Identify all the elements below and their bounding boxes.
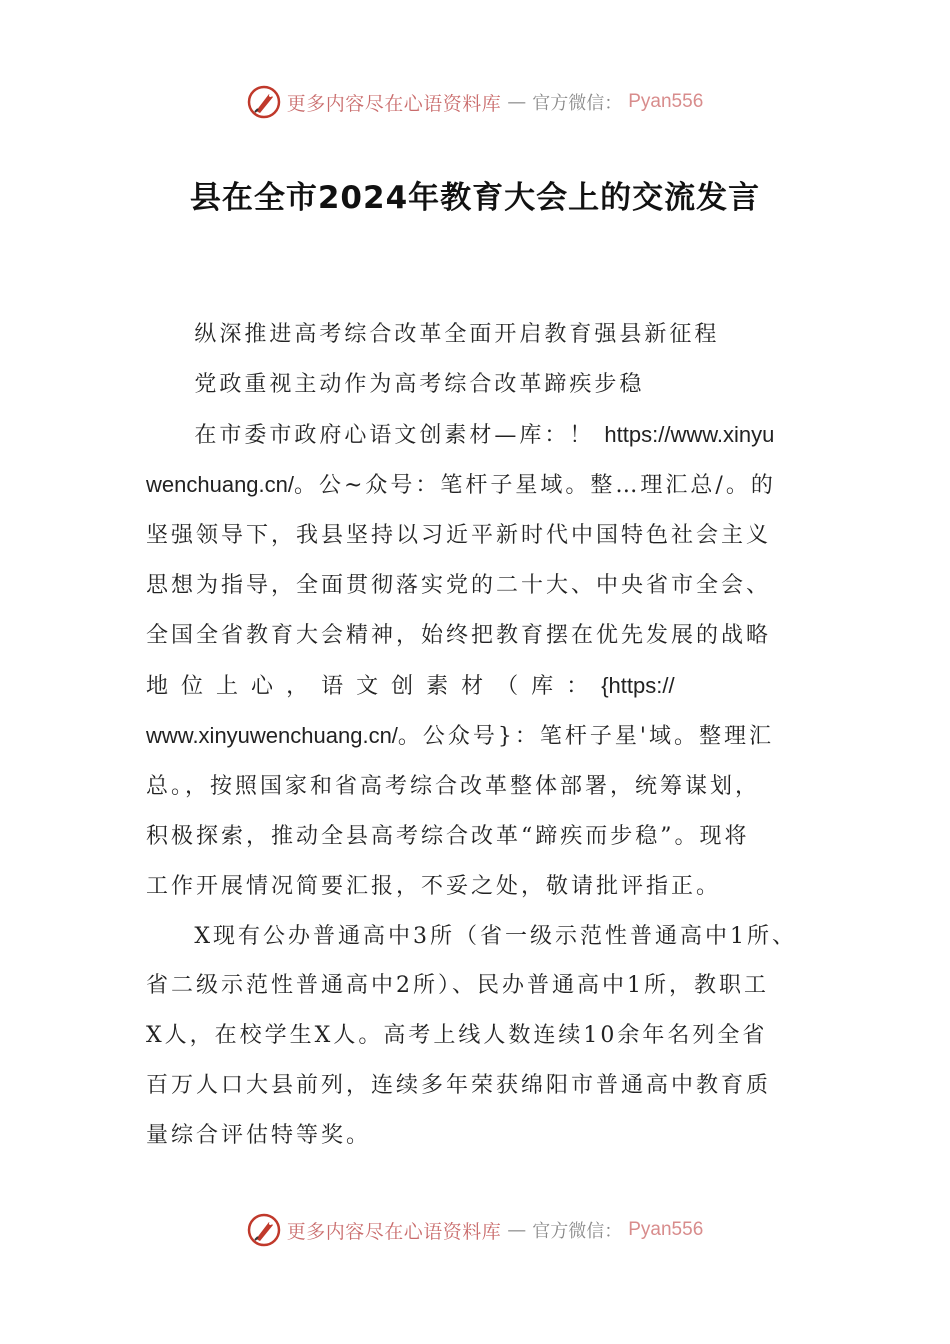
paragraph-1-line: 坚强领导下，我县坚持以习近平新时代中国特色社会主义 <box>146 523 772 549</box>
heading-1: 纵深推进高考综合改革全面开启教育强县新征程 <box>194 322 720 347</box>
banner-wechat-label: 官方微信： <box>532 93 623 114</box>
paragraph-1-line <box>146 711 806 762</box>
paragraph-1-line: 总。，按照国家和省高考综合改革整体部署，统筹谋划， <box>146 774 761 800</box>
paragraph-1-line <box>146 410 806 461</box>
text-span: 。公~众号：笔杆子星域。整…理汇总/。的 <box>294 473 776 499</box>
footer-banner <box>0 1210 950 1250</box>
spread-char: 位 <box>181 673 207 699</box>
pen-nib-icon <box>247 85 281 119</box>
spread-char: ： <box>566 673 592 699</box>
spread-char: 材 <box>461 673 487 699</box>
spread-char: ， <box>286 673 312 699</box>
paragraph-1-line: 思想为指导，全面贯彻落实党的二十大、中央省市全会、 <box>146 572 772 598</box>
paragraph-1-spread-line <box>146 661 806 712</box>
banner-text: 更多内容尽在心语资料库 <box>286 92 502 115</box>
banner-text: 更多内容尽在心语资料库 <box>286 1220 502 1243</box>
paragraph-2 <box>146 912 806 1161</box>
spread-char: 库 <box>531 673 557 699</box>
paragraph-1-line <box>146 460 806 511</box>
spread-char: （ <box>496 673 522 699</box>
document-title: 县在全市2024年教育大会上的交流发言 <box>189 180 761 216</box>
paragraph-1-line: 积极探索，推动全县高考综合改革“蹄疾而步稳”。现将 <box>146 823 750 849</box>
url-text: {https:// <box>601 672 675 698</box>
url-text: wenchuang.cn/ <box>146 472 294 498</box>
paragraph-1-line: 工作开展情况简要汇报，不妥之处，敬请批评指正。 <box>146 873 722 899</box>
spread-char: 语 <box>321 673 347 699</box>
paragraph-1 <box>146 410 806 912</box>
spread-char: 地 <box>146 673 172 699</box>
banner-wechat-id: Pyan556 <box>628 1219 704 1240</box>
paragraph-1-line: 全国全省教育大会精神，始终把教育摆在优先发展的战略 <box>146 622 772 648</box>
spread-char: 心 <box>251 673 277 699</box>
paragraph-2-line: X人，在校学生X人。高考上线人数连续10余年名列全省 <box>146 1023 768 1049</box>
url-text: www.xinyuwenchuang.cn/ <box>146 723 398 749</box>
banner-dash: — <box>507 91 527 113</box>
paragraph-2-line: 百万人口大县前列，连续多年荣获绵阳市普通高中教育质 <box>146 1072 772 1098</box>
spread-char: 创 <box>391 673 417 699</box>
url-text: https://www.xinyu <box>604 421 775 447</box>
document-body <box>146 310 806 1161</box>
paragraph-2-line: 省二级示范性普通高中2所）、民办普通高中1所，教职工 <box>146 973 769 999</box>
paragraph-2-line: 量综合评估特等奖。 <box>146 1122 372 1148</box>
banner-dash: — <box>507 1219 527 1241</box>
spread-char: 上 <box>216 673 242 699</box>
spread-char: 文 <box>356 673 382 699</box>
banner-wechat-label: 官方微信： <box>532 1221 623 1242</box>
text-span: 。公众号}：笔杆子星'域。整理汇 <box>397 724 774 750</box>
banner-wechat-id: Pyan556 <box>628 91 704 112</box>
banner-content <box>247 85 704 119</box>
header-banner <box>0 82 950 122</box>
pen-nib-icon <box>247 1213 281 1247</box>
paragraph-2-line: X现有公办普通高中3所（省一级示范性普通高中1所、 <box>194 923 798 949</box>
banner-content <box>247 1213 704 1247</box>
text-span: 在市委市政府心语文创素材—库：！ <box>194 422 595 448</box>
spread-char: 素 <box>426 673 452 699</box>
heading-2: 党政重视主动作为高考综合改革蹄疾步稳 <box>194 371 645 397</box>
